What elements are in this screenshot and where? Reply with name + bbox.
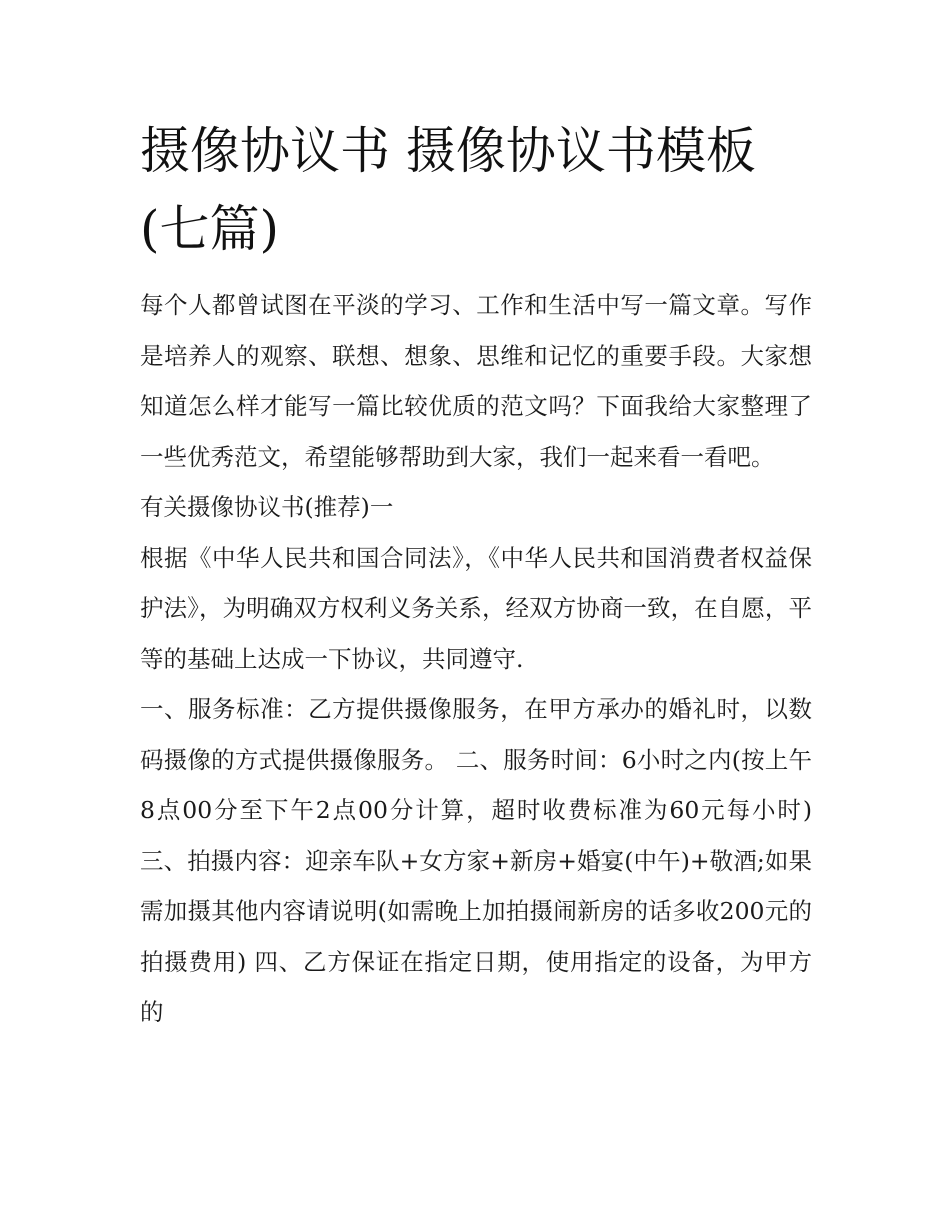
document-title xyxy=(140,112,812,268)
title-line-2: (七篇) xyxy=(140,200,280,258)
intro-paragraph: 每个人都曾试图在平淡的学习、工作和生活中写一篇文章。写作是培养人的观察、联想、想象、思维和记忆的重要手段。大家想知道怎么样才能写一篇比较优质的范文吗？下面我给大家整理了一些优秀范文，希望能够帮助到大家，我们一起来看一看吧。 xyxy=(140,291,812,471)
legal-basis-paragraph: 根据《中华人民共和国合同法》，《中华人民共和国消费者权益保护法》，为明确双方权利义务关系，经双方协商一致，在自愿，平等的基础上达成一下协议，共同遵守. xyxy=(140,543,812,673)
terms-paragraph: 一、服务标准：乙方提供摄像服务，在甲方承办的婚礼时，以数码摄像的方式提供摄像服务。 二、服务时间：6小时之内(按上午8点00分至下午2点00分计算，超时收费标准为60元每小时) 三、拍摄内容：迎亲车队+女方家+新房+婚宴(中午)+敬酒;如果需加摄其他内容请说明(如需晚上加拍摄闹新房的话多收200元的拍摄费用) 四、乙方保证在指定日期，使用指定的设备，为甲方的 xyxy=(140,695,812,1026)
document-body xyxy=(140,280,812,1038)
section-heading: 有关摄像协议书(推荐)一 xyxy=(140,493,394,521)
title-line-1: 摄像协议书 摄像协议书模板 xyxy=(140,122,756,180)
document-page xyxy=(140,112,812,1038)
